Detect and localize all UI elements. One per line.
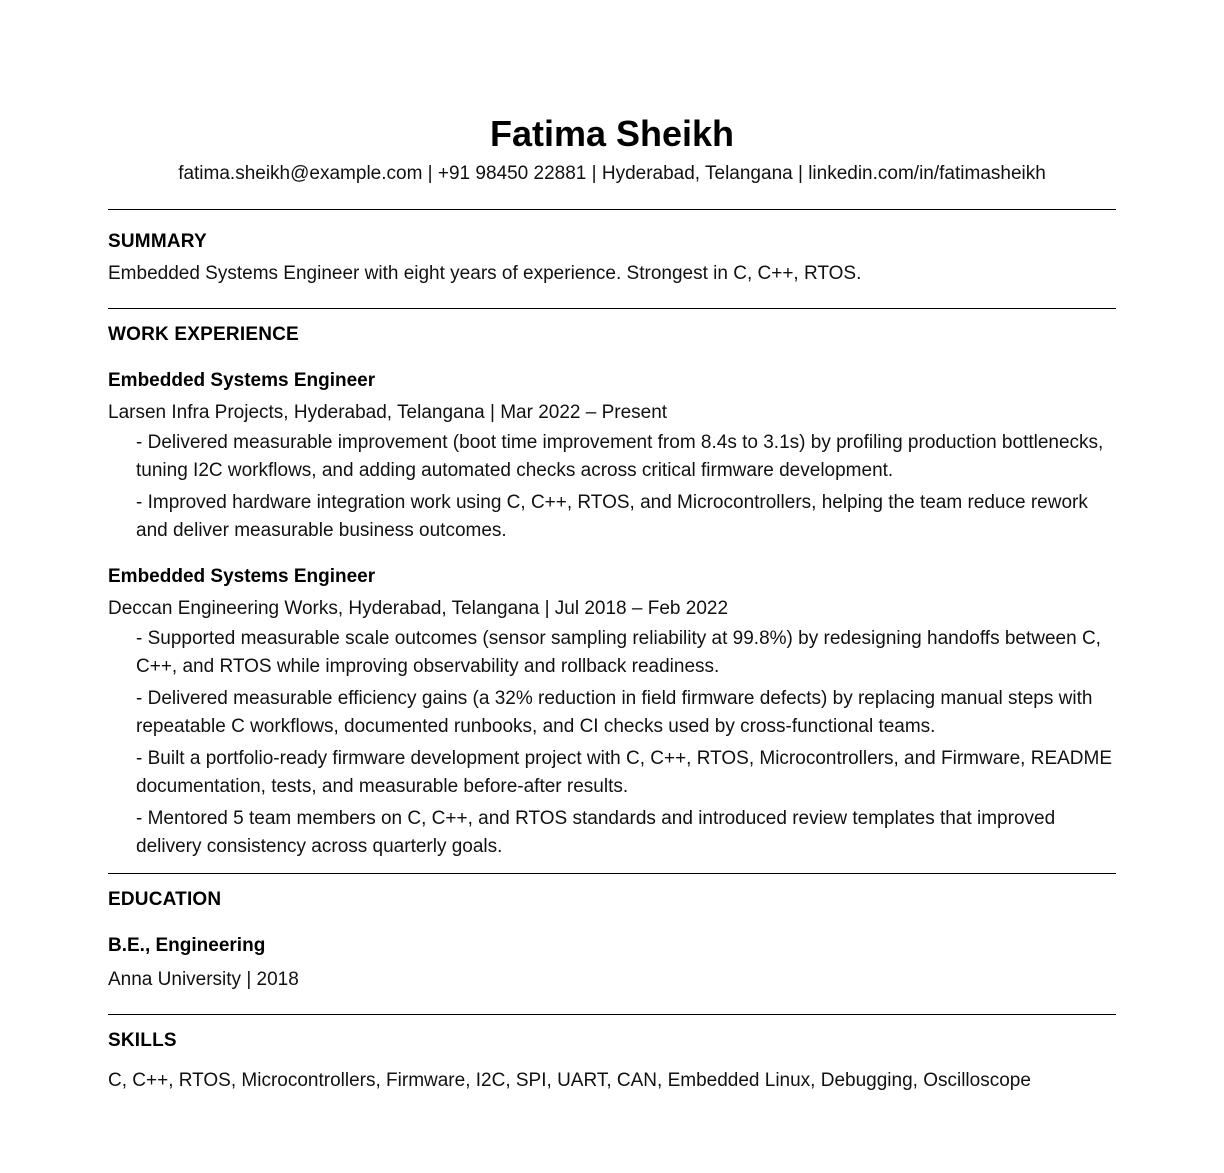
job-meta: Larsen Infra Projects, Hyderabad, Telangana | Mar 2022 – Present	[108, 402, 668, 423]
job-bullets	[108, 429, 1116, 545]
education-entry	[108, 934, 1116, 992]
section-divider	[108, 873, 1116, 874]
skills-heading: SKILLS	[108, 1030, 177, 1051]
education-heading: EDUCATION	[108, 889, 222, 910]
job-bullets	[108, 625, 1116, 861]
job-bullet: - Mentored 5 team members on C, C++, and RTOS standards and introduced review templates that improved delivery consistency across quarterly goals.	[136, 808, 1056, 857]
job-bullet: - Delivered measurable efficiency gains (a 32% reduction in field firmware defects) by replacing manual steps with repeatable C workflows, documented runbooks, and CI checks used by cross-functional teams.	[136, 688, 1093, 737]
job-entry	[108, 565, 1116, 861]
job-bullet: - Supported measurable scale outcomes (sensor sampling reliability at 99.8%) by redesigning handoffs between C, C++, and RTOS while improving observability and rollback readiness.	[136, 628, 1101, 677]
school: Anna University | 2018	[108, 969, 299, 990]
section-divider	[108, 1014, 1116, 1015]
job-title: Embedded Systems Engineer	[108, 566, 376, 587]
summary-heading: SUMMARY	[108, 231, 207, 252]
skills-list: C, C++, RTOS, Microcontrollers, Firmware, I2C, SPI, UART, CAN, Embedded Linux, Debugging, Oscilloscope	[108, 1070, 1031, 1091]
resume-content	[108, 0, 1116, 1093]
contact-line: fatima.sheikh@example.com | +91 98450 22881 | Hyderabad, Telangana | linkedin.com/in/fatimasheikh	[178, 163, 1046, 184]
section-divider	[108, 308, 1116, 309]
candidate-name: Fatima Sheikh	[489, 113, 735, 154]
job-bullet: - Improved hardware integration work using C, C++, RTOS, and Microcontrollers, helping the team reduce rework and deliver measurable business outcomes.	[136, 492, 1088, 541]
summary-text: Embedded Systems Engineer with eight years of experience. Strongest in C, C++, RTOS.	[108, 263, 862, 284]
job-meta: Deccan Engineering Works, Hyderabad, Telangana | Jul 2018 – Feb 2022	[108, 598, 729, 619]
section-divider	[108, 209, 1116, 210]
job-bullet: - Built a portfolio-ready firmware development project with C, C++, RTOS, Microcontrollers, and Firmware, README documentation, tests, and measurable before-after results.	[136, 748, 1113, 797]
degree: B.E., Engineering	[108, 935, 266, 956]
job-bullet: - Delivered measurable improvement (boot time improvement from 8.4s to 3.1s) by profiling production bottlenecks, tuning I2C workflows, and adding automated checks across critical firmware development.	[136, 432, 1104, 481]
job-entry	[108, 369, 1116, 545]
job-title: Embedded Systems Engineer	[108, 370, 376, 391]
work-experience-heading: WORK EXPERIENCE	[108, 324, 299, 345]
